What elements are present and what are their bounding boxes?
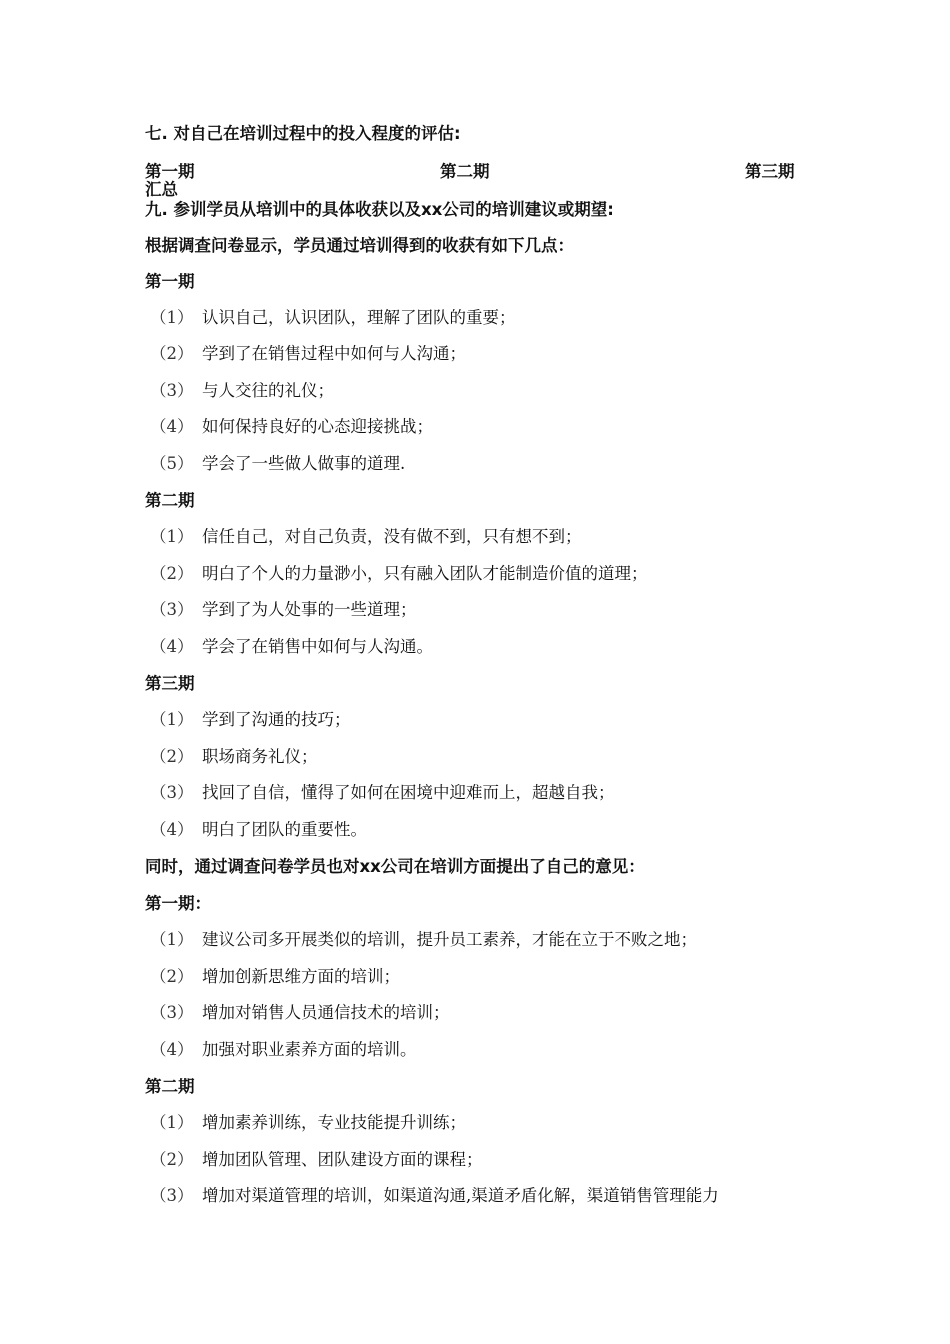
list-item: （1） 建议公司多开展类似的培训，提升员工素养，才能在立于不败之地； (150, 930, 697, 949)
gains-intro: 根据调查问卷显示，学员通过培训得到的收获有如下几点： (145, 236, 574, 255)
list-item: （3） 学到了为人处事的一些道理； (150, 600, 417, 619)
list-item: （4） 如何保持良好的心态迎接挑战； (150, 417, 433, 436)
gains-heading-2: 第二期 (145, 491, 195, 510)
list-item: （4） 明白了团队的重要性。 (150, 820, 367, 839)
section7-title: 七. 对自己在培训过程中的投入程度的评估: (145, 124, 461, 143)
gains-heading-3: 第三期 (145, 674, 195, 693)
list-item: （4） 加强对职业素养方面的培训。 (150, 1040, 417, 1059)
period-1-label: 第一期 (145, 162, 195, 181)
list-item: （1） 信任自己，对自己负责，没有做不到，只有想不到； (150, 527, 582, 546)
list-item: （4） 学会了在销售中如何与人沟通。 (150, 637, 433, 656)
list-item: （2） 增加团队管理、团队建设方面的课程； (150, 1150, 483, 1169)
list-item: （2） 学到了在销售过程中如何与人沟通； (150, 344, 466, 363)
list-item: （2） 明白了个人的力量渺小，只有融入团队才能制造价值的道理； (150, 564, 648, 583)
list-item: （3） 增加对渠道管理的培训，如渠道沟通,渠道矛盾化解，渠道销售管理能力 (150, 1186, 719, 1205)
period-3-label: 第三期 (745, 162, 795, 181)
list-item: （3） 与人交往的礼仪； (150, 381, 334, 400)
list-item: （5） 学会了一些做人做事的道理. (150, 454, 406, 473)
list-item: （2） 职场商务礼仪； (150, 747, 318, 766)
suggest-heading-1: 第一期： (145, 894, 211, 913)
list-item: （1） 认识自己，认识团队，理解了团队的重要； (150, 308, 516, 327)
list-item: （2） 增加创新思维方面的培训； (150, 967, 400, 986)
list-item: （1） 增加素养训练，专业技能提升训练； (150, 1113, 466, 1132)
summary-label: 汇总 (145, 180, 178, 199)
list-item: （1） 学到了沟通的技巧； (150, 710, 351, 729)
list-item: （3） 增加对销售人员通信技术的培训； (150, 1003, 450, 1022)
gains-heading-1: 第一期 (145, 272, 195, 291)
suggest-heading-2: 第二期 (145, 1077, 195, 1096)
period-2-label: 第二期 (440, 162, 490, 181)
list-item: （3） 找回了自信，懂得了如何在困境中迎难而上，超越自我； (150, 783, 615, 802)
section9-title: 九. 参训学员从培训中的具体收获以及xx公司的培训建议或期望: (145, 200, 614, 219)
suggest-intro: 同时，通过调查问卷学员也对xx公司在培训方面提出了自己的意见： (145, 857, 645, 876)
